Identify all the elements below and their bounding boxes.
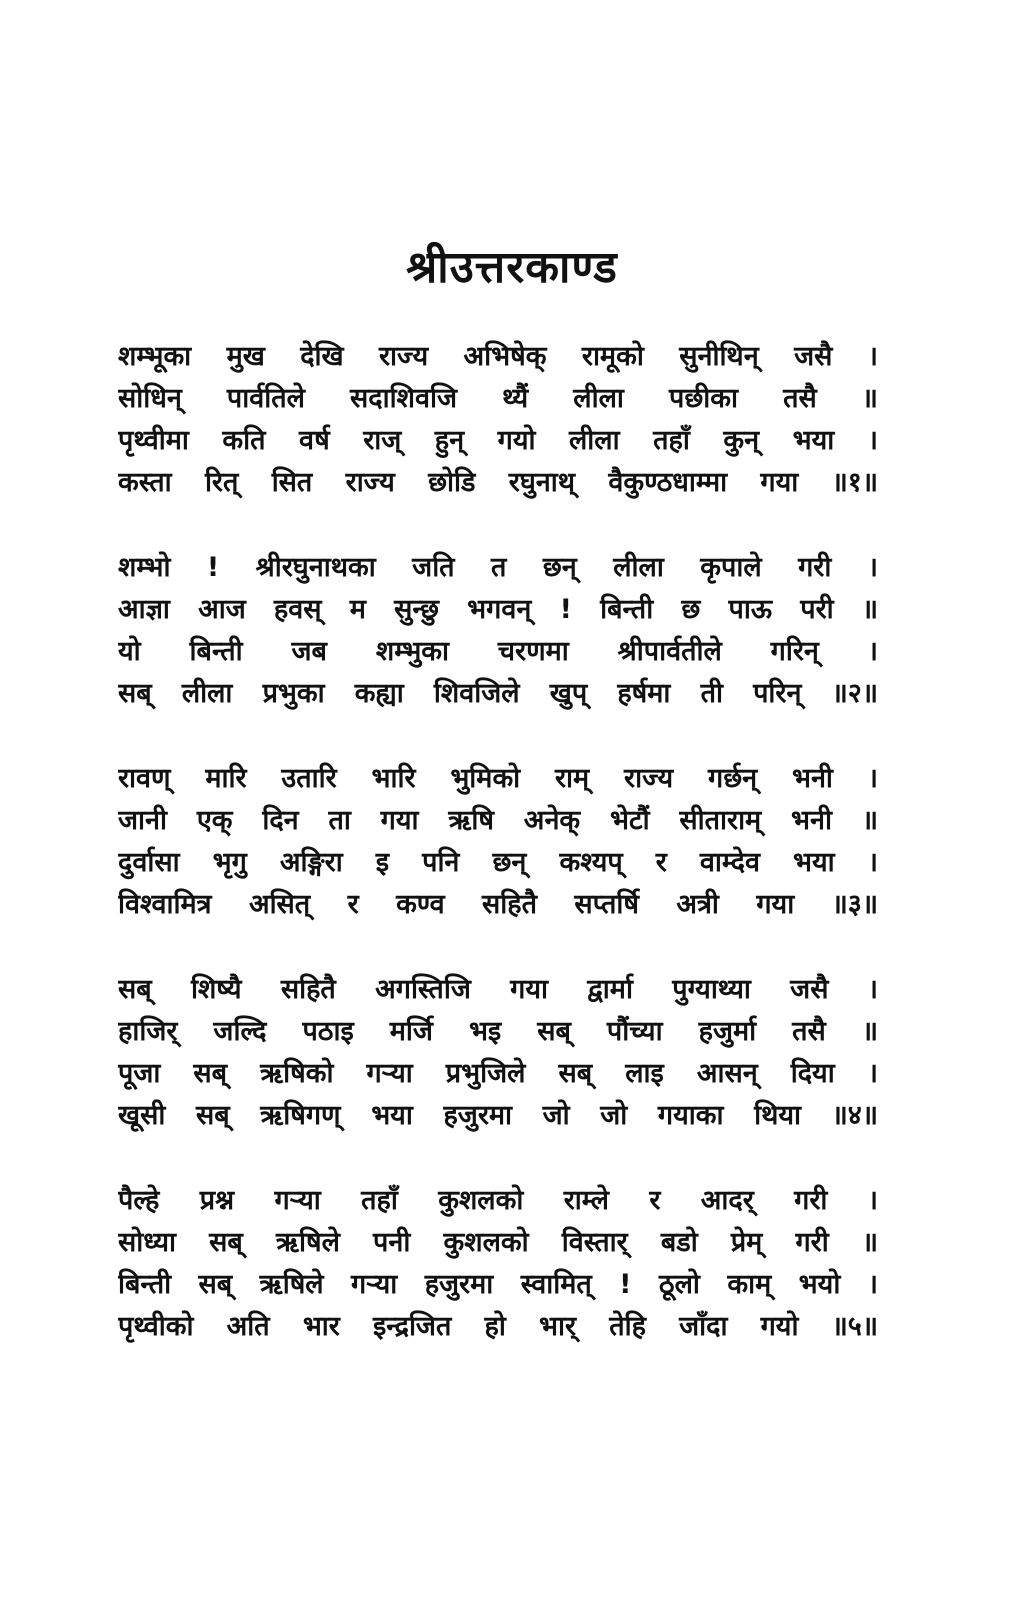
verse-stanza-2 xyxy=(118,547,878,715)
verse-line: रावण् मारि उतारि भारि भुमिको राम् राज्य गर्छन् भनी । xyxy=(118,763,878,794)
verse-line: सब् शिष्यै सहितै अगस्तिजि गया द्वार्मा पुग्याथ्या जसै । xyxy=(118,974,878,1005)
verse-line: पृथ्वीमा कति वर्ष राज् हुन् गयो लीला तहाँ कुन् भया । xyxy=(118,425,878,456)
verse-line: यो बिन्ती जब शम्भुका चरणमा श्रीपार्वतीले गरिन् । xyxy=(118,636,878,667)
verse-stanza-1 xyxy=(118,336,878,504)
verse-line: खूसी सब् ऋषिगण् भया हजुरमा जो जो गयाका थिया ॥४॥ xyxy=(118,1100,878,1131)
verse-stanza-4 xyxy=(118,969,878,1137)
verse-line: पूजा सब् ऋषिको गऱ्या प्रभुजिले सब् लाइ आसन् दिया । xyxy=(118,1058,878,1089)
verse-line: जानी एक् दिन ता गया ऋषि अनेक् भेटौं सीताराम् भनी ॥ xyxy=(118,805,878,836)
verse-line: हाजिर् जल्दि पठाइ मर्जि भइ सब् पौंच्या हजुर्मा तसै ॥ xyxy=(118,1016,878,1047)
verse-line: शम्भो ! श्रीरघुनाथका जति त छन् लीला कृपाले गरी । xyxy=(118,552,878,583)
verse-line: दुर्वासा भृगु अङ्गिरा इ पनि छन् कश्यप् र वाम्देव भया । xyxy=(118,847,878,878)
verse-stanza-5 xyxy=(118,1180,878,1348)
verse-line: विश्वामित्र असित् र कण्व सहितै सप्तर्षि अत्री गया ॥३॥ xyxy=(118,889,878,920)
verse-line: शम्भूका मुख देखि राज्य अभिषेक् रामूको सुनीथिन् जसै । xyxy=(118,341,878,372)
verse-line: सोध्या सब् ऋषिले पनी कुशलको विस्तार् बडो प्रेम् गरी ॥ xyxy=(118,1227,878,1258)
verse-line: आज्ञा आज हवस् म सुन्छु भगवन् ! बिन्ती छ पाऊ परी ॥ xyxy=(118,594,878,625)
verse-line: सोधिन् पार्वतिले सदाशिवजि थ्यैं लीला पछीका तसै ॥ xyxy=(118,383,878,414)
verse-line: पृथ्वीको अति भार इन्द्रजित हो भार् तेहि जाँदा गयो ॥५॥ xyxy=(118,1311,878,1342)
verse-line: पैल्हे प्रश्न गऱ्या तहाँ कुशलको राम्ले र आदर् गरी । xyxy=(118,1185,878,1216)
verse-line: बिन्ती सब् ऋषिले गऱ्या हजुरमा स्वामित् ! ठूलो काम् भयो । xyxy=(118,1269,878,1300)
verse-line: कस्ता रित् सित राज्य छोडि रघुनाथ् वैकुण्ठधाम्मा गया ॥१॥ xyxy=(118,467,878,498)
verse-stanza-3 xyxy=(118,758,878,926)
verse-line: सब् लीला प्रभुका कह्या शिवजिले खुप् हर्षमा ती परिन् ॥२॥ xyxy=(118,678,878,709)
chapter-title: श्रीउत्तरकाण्ड xyxy=(406,242,618,293)
